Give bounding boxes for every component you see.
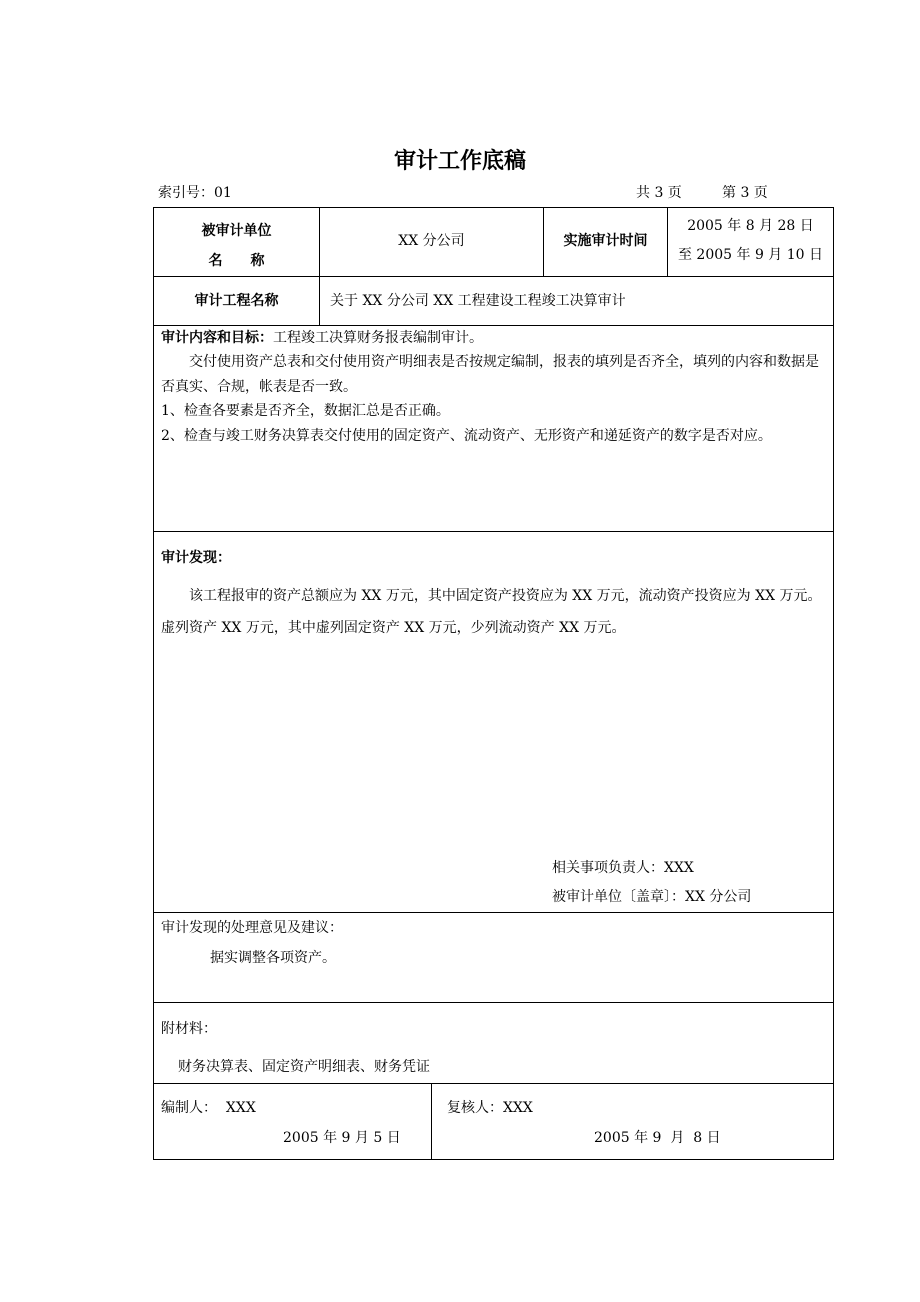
opinion-text: 据实调整各项资产。 <box>210 950 336 966</box>
row-divider <box>153 1083 834 1084</box>
unit-label: 被审计单位 <box>201 223 272 239</box>
opinion-heading: 审计发现的处理意见及建议： <box>161 920 343 936</box>
content-paragraph: 交付使用资产总表和交付使用资产明细表是否按规定编制，报表的填列是否齐全，填列的内容和数据是否真实、合规，帐表是否一致。 <box>161 354 819 395</box>
unit-label-name: 名 称 <box>208 253 265 269</box>
content-line <box>161 326 483 350</box>
content-heading: 审计内容和目标： <box>161 330 273 346</box>
row-divider <box>153 912 834 913</box>
preparer-date: 2005 年 9 月 5 日 <box>283 1130 401 1146</box>
findings-heading: 审计发现： <box>161 550 231 566</box>
page-title: 审计工作底稿 <box>393 149 526 174</box>
row-divider <box>153 276 834 277</box>
row-divider <box>153 531 834 532</box>
column-divider <box>319 207 320 325</box>
project-value: 关于 XX 分公司 XX 工程建设工程竣工决算审计 <box>330 293 626 309</box>
row-divider <box>153 1002 834 1003</box>
content-heading-text: 工程竣工决算财务报表编制审计。 <box>273 330 483 346</box>
content-item-1: 1、检查各要素是否齐全，数据汇总是否正确。 <box>161 403 450 419</box>
audit-time-from: 2005 年 8 月 28 日 <box>687 218 814 234</box>
attachments-text: 财务决算表、固定资产明细表、财务凭证 <box>178 1059 430 1075</box>
audit-time-to: 至 2005 年 9 月 10 日 <box>677 247 824 263</box>
reviewer: 复核人：XXX <box>447 1100 533 1116</box>
unit-value: XX 分公司 <box>398 233 465 249</box>
findings-text: 该工程报审的资产总额应为 XX 万元，其中固定资产投资应为 XX 万元，流动资产投资应为 XX 万元。虚列资产 XX 万元，其中虚列固定资产 XX 万元，少列流动资产 XX 万元。 <box>161 588 822 636</box>
preparer: 编制人： XXX <box>161 1100 256 1116</box>
index-number: 索引号：01 <box>158 185 232 201</box>
responsible-person: 相关事项负责人：XXX <box>552 860 694 876</box>
reviewer-date: 2005 年 9 月 8 日 <box>594 1130 721 1146</box>
attachments-heading: 附材料： <box>161 1021 217 1037</box>
column-divider <box>431 1083 432 1160</box>
content-item-2: 2、检查与竣工财务决算表交付使用的固定资产、流动资产、无形资产和递延资产的数字是否对应。 <box>161 428 772 444</box>
page-total: 共 3 页 <box>636 185 682 201</box>
page-current: 第 3 页 <box>722 185 768 201</box>
project-label: 审计工程名称 <box>194 293 279 309</box>
audited-unit-seal: 被审计单位〔盖章〕：XX 分公司 <box>552 889 752 905</box>
audit-time-label: 实施审计时间 <box>563 233 648 249</box>
